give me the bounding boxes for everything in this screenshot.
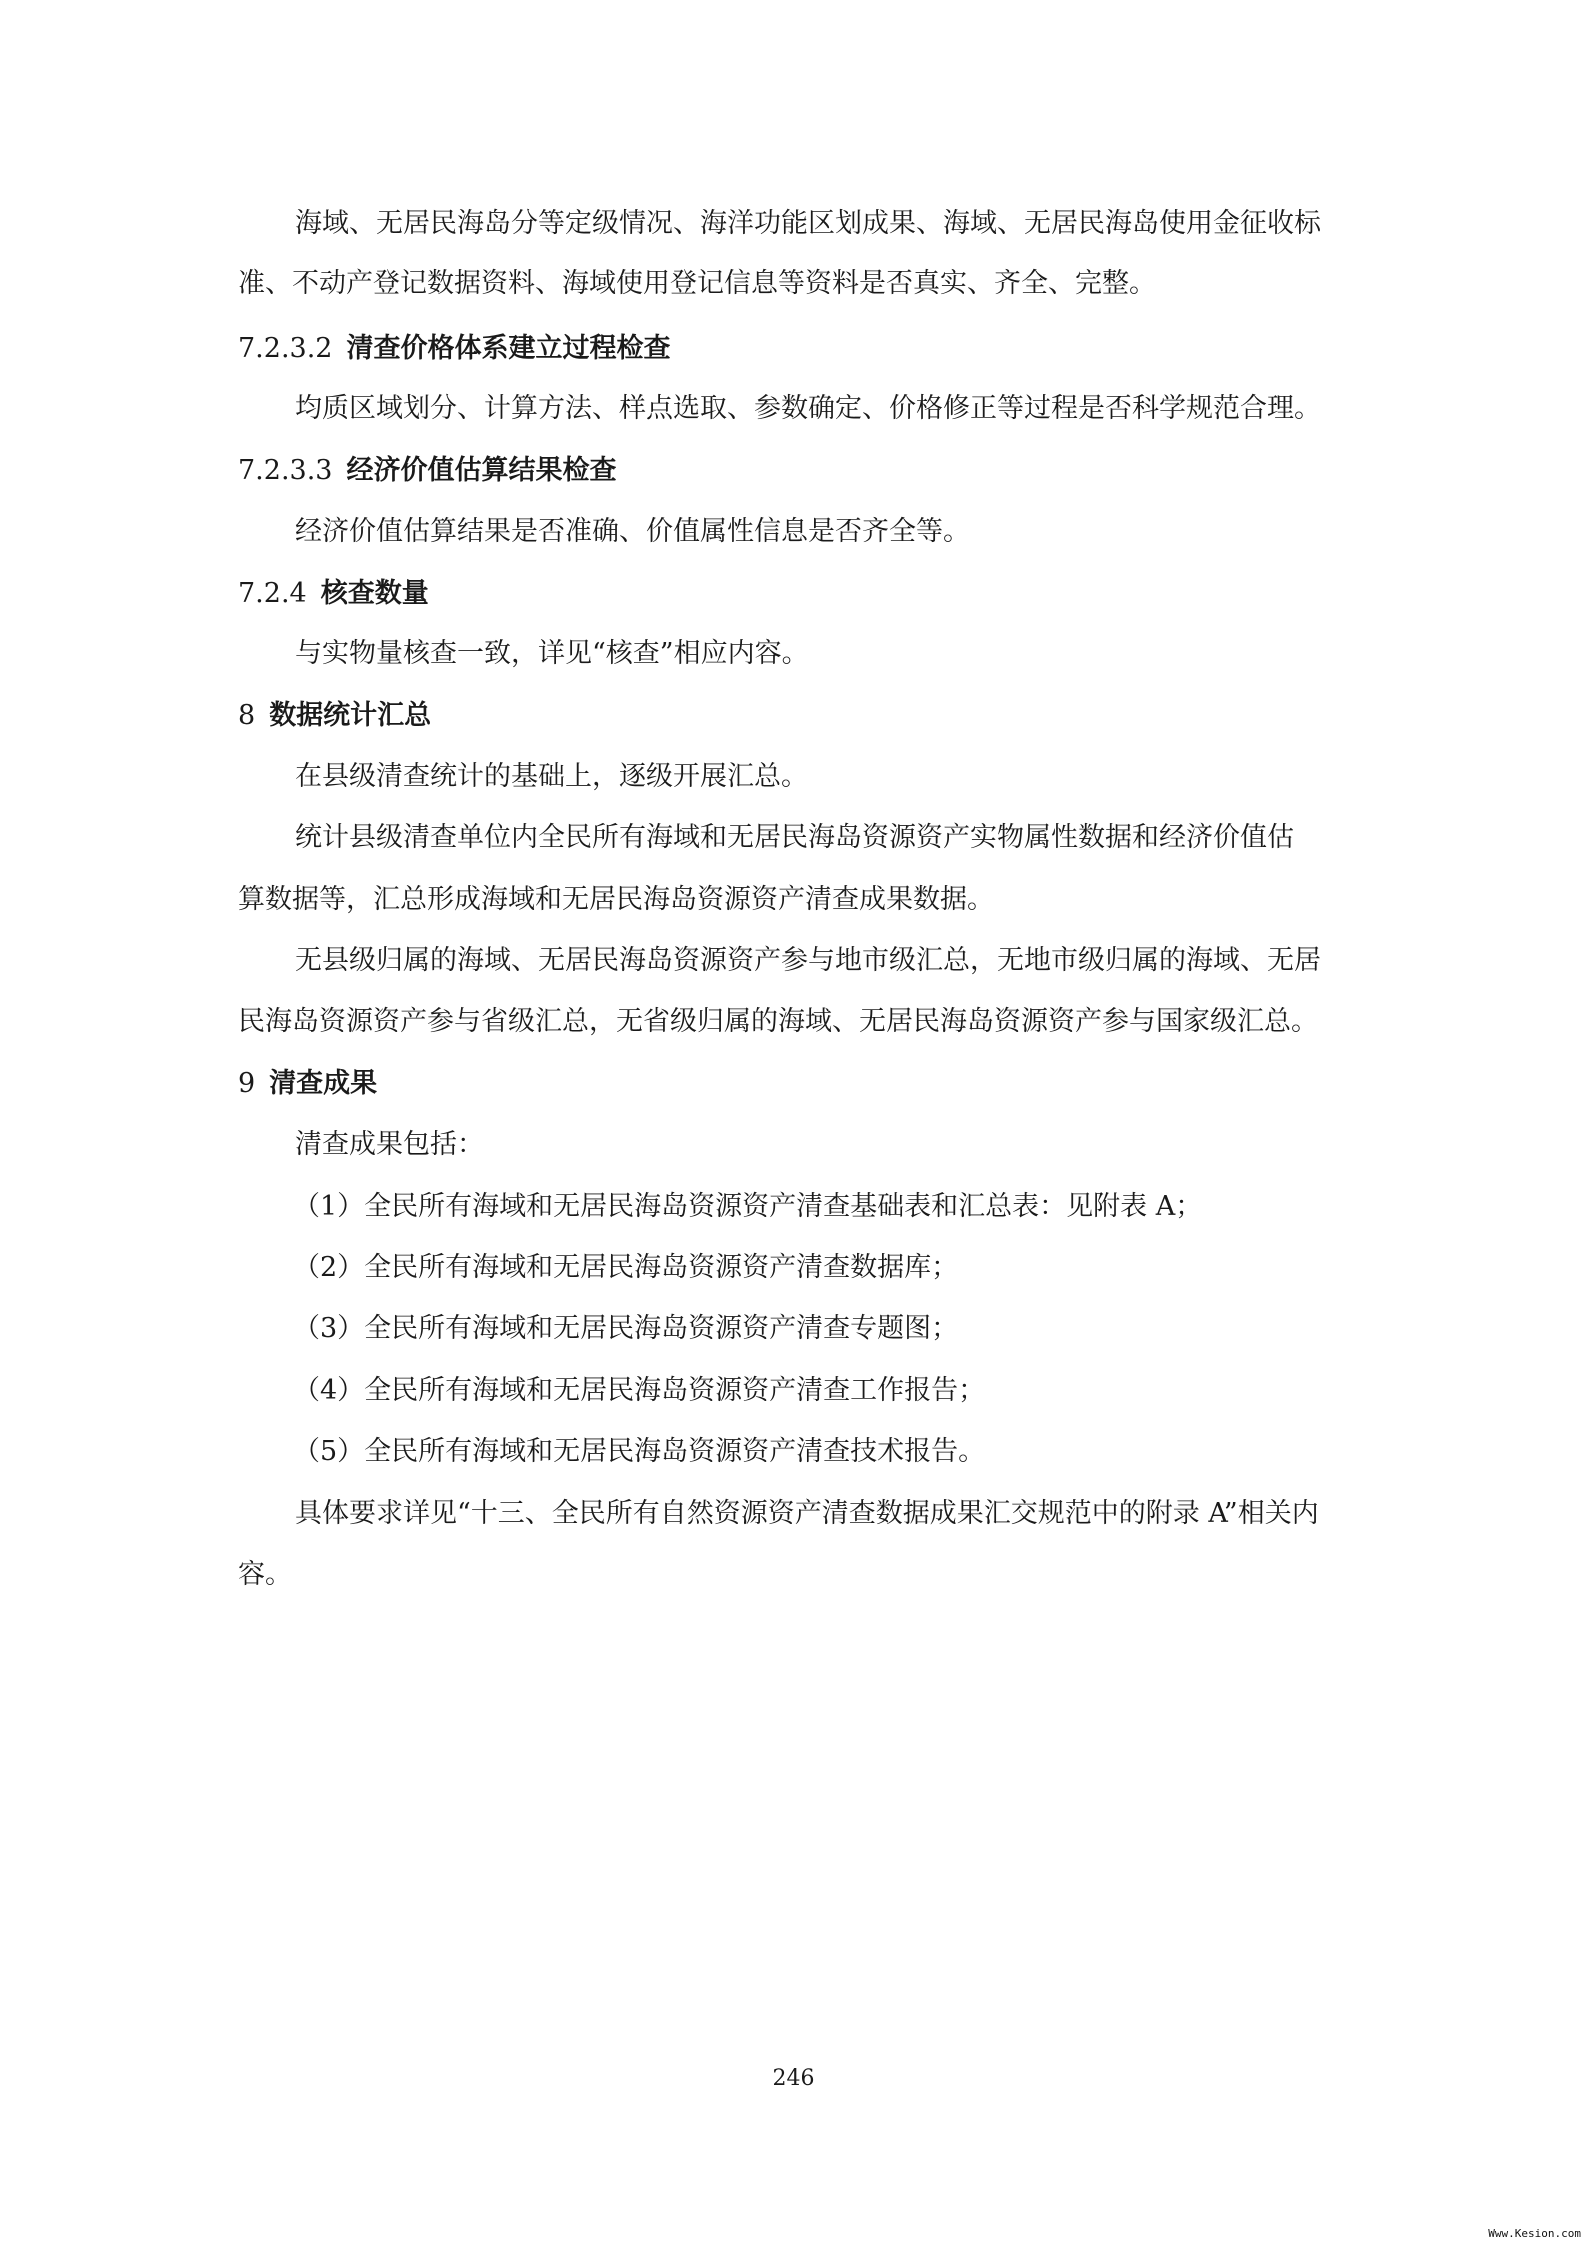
- paragraph-line: 民海岛资源资产参与省级汇总，无省级归属的海域、无居民海岛资源资产参与国家级汇总。: [238, 1006, 1318, 1037]
- section-heading-7-2-3-2: [238, 329, 670, 369]
- list-item: （4）全民所有海域和无居民海岛资源资产清查工作报告；: [293, 1375, 986, 1406]
- section-heading-8: [238, 696, 431, 736]
- section-title: 数据统计汇总: [269, 700, 432, 731]
- section-number: 8: [238, 700, 256, 731]
- section-heading-9: [238, 1064, 377, 1104]
- page-number: 246: [772, 2066, 815, 2091]
- paragraph: 在县级清查统计的基础上，逐级开展汇总。: [295, 761, 808, 792]
- paragraph-line: 统计县级清查单位内全民所有海域和无居民海岛资源资产实物属性数据和经济价值估: [295, 822, 1294, 853]
- paragraph-line: 准、不动产登记数据资料、海域使用登记信息等资料是否真实、齐全、完整。: [238, 268, 1156, 299]
- section-number: 7.2.4: [238, 578, 307, 609]
- paragraph-line: 海域、无居民海岛分等定级情况、海洋功能区划成果、海域、无居民海岛使用金征收标: [295, 208, 1321, 239]
- section-title: 清查成果: [269, 1068, 378, 1099]
- paragraph: 清查成果包括：: [295, 1129, 484, 1160]
- paragraph-line: 容。: [238, 1559, 292, 1590]
- paragraph-line: 具体要求详见“十三、全民所有自然资源资产清查数据成果汇交规范中的附录 A”相关内: [295, 1498, 1319, 1529]
- list-item: （2）全民所有海域和无居民海岛资源资产清查数据库；: [293, 1252, 959, 1283]
- paragraph-line: 算数据等，汇总形成海域和无居民海岛资源资产清查成果数据。: [238, 884, 994, 915]
- list-item: （3）全民所有海域和无居民海岛资源资产清查专题图；: [293, 1313, 959, 1344]
- section-title: 经济价值估算结果检查: [346, 455, 617, 486]
- list-item: （5）全民所有海域和无居民海岛资源资产清查技术报告。: [293, 1436, 986, 1467]
- section-number: 7.2.3.3: [238, 455, 333, 486]
- watermark: Www.Kesion.com: [1488, 2227, 1581, 2240]
- paragraph: 与实物量核查一致，详见“核查”相应内容。: [295, 638, 809, 669]
- section-heading-7-2-4: [238, 574, 429, 614]
- section-title: 清查价格体系建立过程检查: [346, 333, 671, 364]
- paragraph-line: 无县级归属的海域、无居民海岛资源资产参与地市级汇总，无地市级归属的海域、无居: [295, 945, 1321, 976]
- paragraph: 经济价值估算结果是否准确、价值属性信息是否齐全等。: [295, 516, 970, 547]
- list-item: （1）全民所有海域和无居民海岛资源资产清查基础表和汇总表：见附表 A；: [293, 1191, 1203, 1222]
- section-number: 7.2.3.2: [238, 333, 333, 364]
- section-title: 核查数量: [320, 578, 429, 609]
- paragraph: 均质区域划分、计算方法、样点选取、参数确定、价格修正等过程是否科学规范合理。: [295, 393, 1321, 424]
- section-heading-7-2-3-3: [238, 451, 616, 491]
- section-number: 9: [238, 1068, 256, 1099]
